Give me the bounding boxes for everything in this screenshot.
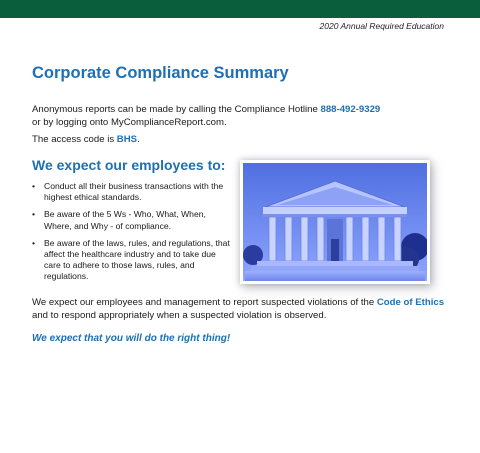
expectations-list xyxy=(32,181,230,289)
bullet-icon: • xyxy=(32,237,36,248)
intro-text-after: or by logging onto MyComplianceReport.com. xyxy=(32,117,227,128)
reporting-paragraph xyxy=(32,296,452,322)
list-item-text: Conduct all their business transactions with the highest ethical standards. xyxy=(44,181,224,203)
bullet-icon: • xyxy=(32,209,36,220)
bullet-icon: • xyxy=(32,181,36,191)
closing-statement: We expect that you will do the right thing! xyxy=(32,333,231,344)
reporting-text: We expect our employees and management to report suspected violations of the xyxy=(32,297,377,308)
access-code-paragraph xyxy=(32,134,140,145)
list-item xyxy=(32,181,230,203)
intro-text: Anonymous reports can be made by calling the Compliance Hotline xyxy=(32,104,321,115)
page-title: Corporate Compliance Summary xyxy=(32,64,289,82)
header-note: 2020 Annual Required Education xyxy=(319,21,444,31)
access-text: The access code is xyxy=(32,134,117,145)
building-illustration xyxy=(243,163,427,281)
list-item-text: Be aware of the laws, rules, and regulations, that affect the healthcare industry and to take due care to adhere to those laws, rules, and regulations. xyxy=(44,237,230,282)
list-item xyxy=(32,209,230,231)
list-item xyxy=(32,238,230,283)
expectations-heading: We expect our employees to: xyxy=(32,157,226,173)
access-text-after: . xyxy=(137,134,140,145)
hotline-number: 888-492-9329 xyxy=(320,104,381,115)
list-item-text: Be aware of the 5 Ws - Who, What, When, Where, and Why - of compliance. xyxy=(44,209,206,231)
code-of-ethics-text: Code of Ethics xyxy=(376,297,445,308)
reporting-text-after: and to respond appropriately when a suspected violation is observed. xyxy=(32,310,327,321)
intro-paragraph xyxy=(32,103,452,129)
header-bar xyxy=(0,0,480,18)
access-code: BHS xyxy=(116,134,138,145)
government-building-photo xyxy=(240,160,430,284)
